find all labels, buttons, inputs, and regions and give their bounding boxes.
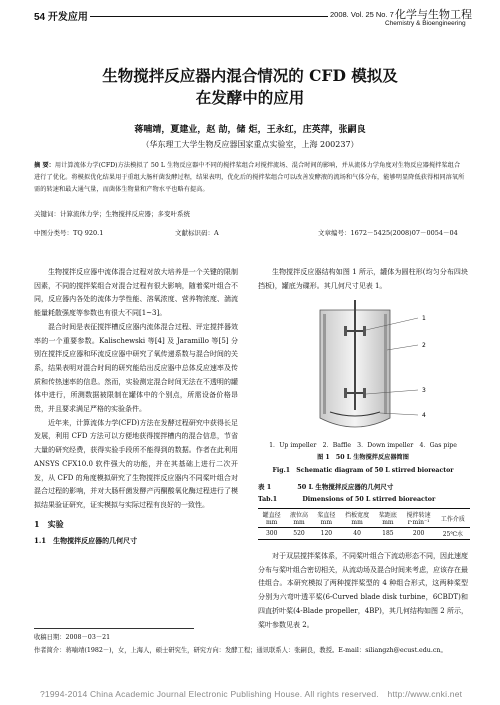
table-header: 搅拌转速 r·min⁻¹ bbox=[406, 512, 431, 526]
table-caption-en: Tab.1 Dimensions of 50 L stirred bioreactor bbox=[258, 496, 436, 503]
intro-paragraph-3: 近年来，计算流体力学(CFD)方法在发酵过程研究中获得长足发展，利用 CFD 方法可以方便地获得搅拌槽内的混合信息，节省大量的研究经费，获得实验手段所不能得到的数据。作者在此利用 ANSYS CFX10.0 软件强大的功能，并在其基础上进行二次开发，从 CFD 的角度模拟研究了生物搅拌反应器内不同桨叶组合对混合过程的影响，并对大肠杆菌发酵产丙酮酸氧化酶过程进行了模拟结果验证研究，证实模拟与实际过程有良好的一致性。 bbox=[34, 418, 238, 509]
figure-legend: 1．Up impeller 2．Baffle 3．Down impeller 4．Gas pipe bbox=[269, 442, 457, 449]
table-cell: 185 bbox=[382, 530, 394, 537]
paper-title-line2: 在发酵中的应用 bbox=[195, 88, 305, 107]
bioreactor-figure bbox=[300, 300, 440, 438]
baffle-right bbox=[384, 314, 387, 414]
right-column-bottom bbox=[258, 550, 468, 632]
table-caption-cn: 表 1 50 L 生物搅拌反应器的几何尺寸 bbox=[258, 483, 394, 491]
impeller-paragraph: 对于双层搅拌桨体系，不同桨叶组合下流动形态不同，因此速度分布与桨叶组合密切相关，从流动场及混合时间来考虑，应该存在最佳组合。本研究模拟了两种搅拌桨型的 4 种组合形式，这两种桨型分别为六弯叶透平桨(6-Curved blade disk turbine，6CBDT)和四直折叶桨(4-Blade propeller，4BP)，其几何结构如图 2 所示，桨叶参数见表 2。 bbox=[258, 552, 468, 629]
table-cell: 200 bbox=[412, 530, 425, 537]
geometry-paragraph: 生物搅拌反应器结构如图 1 所示，罐体为圆柱形(均匀分布四块挡板)，罐底为碟形。其几何尺寸见表 1。 bbox=[258, 268, 468, 290]
dimensions-table bbox=[258, 508, 470, 540]
article-number: 文章编号：1672－5425(2008)07－0054－04 bbox=[318, 229, 458, 237]
table-row bbox=[258, 528, 470, 540]
table-cell: 25℃水 bbox=[442, 531, 464, 538]
figure-number-4: 4 bbox=[422, 412, 426, 419]
table-header: 液位高 mm bbox=[290, 512, 309, 526]
copyright-footer: ?1994-2014 China Academic Journal Electronic Publishing House. All rights reserved. http://www.cnki.net bbox=[40, 689, 463, 699]
affiliation: （华东理工大学生物反应器国家重点实验室，上海 200237） bbox=[141, 140, 359, 149]
table-cell: 120 bbox=[320, 530, 333, 537]
section-heading-experiment: 1 实验 bbox=[34, 518, 64, 529]
table-header: 桨直径 mm bbox=[317, 512, 336, 526]
document-code: 文献标识码：A bbox=[175, 229, 219, 237]
table-cell: 40 bbox=[353, 530, 361, 537]
table-header-row bbox=[258, 509, 470, 528]
figure-number-2: 2 bbox=[422, 342, 426, 349]
figure-caption-en: Fig.1 Schematic diagram of 50 L stirred bioreactor bbox=[272, 467, 454, 474]
subsection-heading-geometry: 1.1 生物搅拌反应器的几何尺寸 bbox=[34, 536, 138, 546]
author-list: 蒋喃靖，夏建业，赵 劼，储 炬，王永红，庄英萍，张嗣良 bbox=[134, 125, 366, 135]
journal-name-en: Chemistry & Bioengineering bbox=[385, 20, 466, 27]
figure-number-1: 1 bbox=[422, 315, 426, 322]
table-header: 挡板宽度 mm bbox=[345, 512, 370, 526]
table-header: 桨距底 mm bbox=[378, 512, 397, 526]
clc-number: 中图分类号：TQ 920.1 bbox=[34, 229, 104, 237]
table-header: 工作介质 bbox=[440, 515, 465, 523]
footnote-rule bbox=[34, 628, 194, 629]
baffle-left bbox=[323, 314, 326, 414]
left-column bbox=[34, 266, 238, 548]
page-label: 54 开发应用 bbox=[34, 12, 88, 23]
abstract bbox=[34, 160, 466, 196]
table-cell: 300 bbox=[265, 530, 278, 537]
intro-paragraph-1: 生物搅拌反应器中流体混合过程对放大培养是一个关键的限制因素，不同的搅拌桨组合对混合过程有很大影响，随着桨叶组合不同，反应器内各处的流体力学性能、溶氧浓度、营养物浓度、湍流能量耗散强度等参数也有很大不同[1~3]。 bbox=[34, 268, 238, 318]
journal-volume: 2008. Vol. 25 No. 7 bbox=[330, 10, 394, 19]
received-date: 收稿日期：2008－03－21 bbox=[34, 634, 111, 641]
table-cell: 520 bbox=[293, 530, 305, 537]
figure-number-3: 3 bbox=[422, 387, 426, 394]
figure-caption-cn: 图 1 50 L 生物搅拌反应器简图 bbox=[317, 454, 409, 461]
journal-name-cn: 化学与生物工程 bbox=[395, 9, 472, 21]
intro-paragraph-2: 混合时间是表征搅拌槽反应器内流体混合过程、评定搅拌器效率的一个重要参数。Kalischewski 等[4] 及 Jaramillo 等[5] 分别在搅拌反应器和环流反应器中研究了氧传递系数与混合时间的关系，结果表明对混合时间的研究能给出反应器中总体反应速率及传质和传热速率的信息。然而，实验测定混合时间无法在不透明的罐体中进行，所测数据被限制在罐体中的个别点，所需设备价格昂贵，并且要求满足严格的实验条件。 bbox=[34, 322, 238, 414]
table-header: 罐直径 mm bbox=[262, 512, 281, 526]
abstract-text: 用计算流体力学(CFD)方法模拟了 50 L 生物反应器中不同的搅拌桨组合对搅拌流场、混合时间的影响，并从流体力学角度对生物反应器搅拌桨组合进行了优化。将模拟优化结果用于重组大肠杆菌发酵过程，结果表明，优化后的搅拌桨组合可以改善发酵液的流场和气体分布，能够明显降低获得相同溶氧所需的转速和最大通气量，而菌体生物量和产物水平也略有提高。 bbox=[34, 162, 465, 193]
right-column-top bbox=[258, 266, 468, 293]
paper-title-line1: 生物搅拌反应器内混合情况的 CFD 模拟及 bbox=[102, 66, 398, 85]
header-rule bbox=[90, 16, 328, 17]
keywords: 关键词：计算流体力学；生物搅拌反应器；多变叶系统 bbox=[34, 210, 190, 218]
abstract-label: 摘 要： bbox=[34, 162, 55, 169]
author-introduction: 作者简介：蒋喃靖(1982－)，女，上海人，硕士研究生，研究方向：发酵工程；通讯联系人：张嗣良，教授。E-mail：siliangzh@ecust.edu.cn。 bbox=[34, 647, 447, 654]
